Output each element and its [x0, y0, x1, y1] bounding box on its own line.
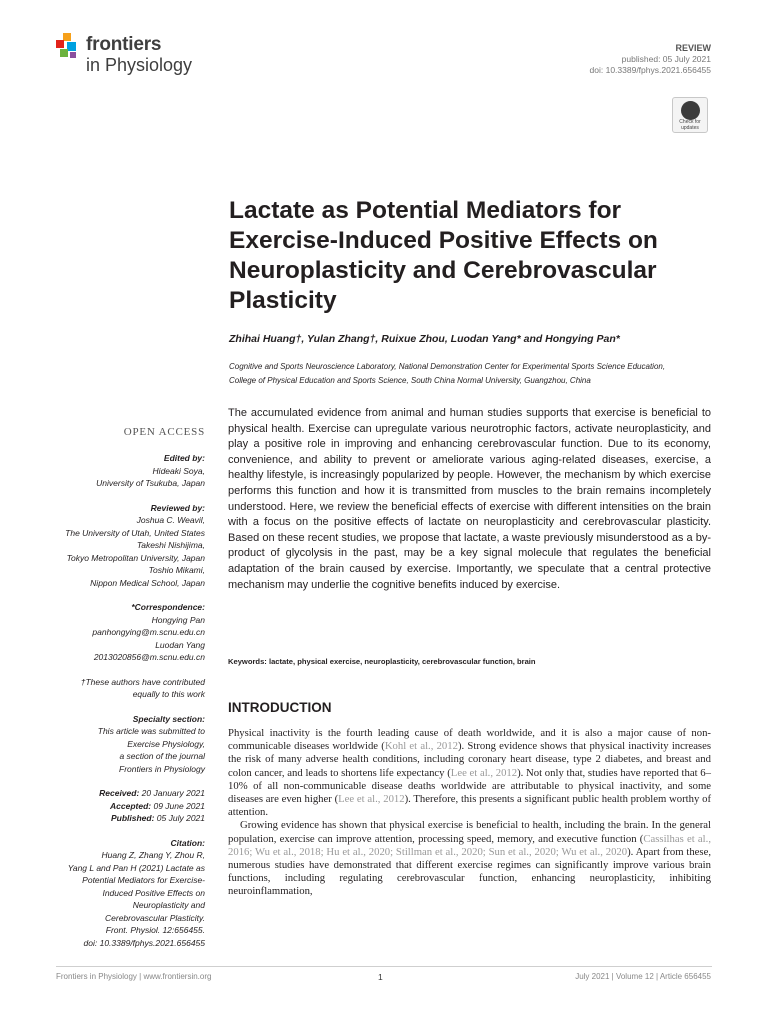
affiliation	[229, 360, 729, 387]
reviewed-by-section	[40, 502, 205, 590]
text-run: ). Strong evidence shows that physical inactivity increases the risk of many adverse health conditions, including coronary heart disease, type 2 diabetes, and breast and colon cancer, and leads to shortens life expectancy (	[228, 740, 711, 779]
affiliation-line: Cognitive and Sports Neuroscience Laboratory, National Demonstration Center for Experimental Sports Science Education,	[229, 362, 666, 371]
page-number: 1	[378, 972, 383, 982]
citation-line: Huang Z, Zhang Y, Zhou R,	[101, 850, 205, 860]
reviewer-name: Toshio Mikami,	[148, 565, 205, 575]
citation-section	[40, 837, 205, 950]
article-type: REVIEW	[675, 43, 711, 53]
edited-by-label: Edited by:	[163, 453, 205, 463]
specialty-section	[40, 713, 205, 776]
correspondent-name: Hongying Pan	[151, 614, 205, 625]
article-title: Lactate as Potential Mediators for Exercise-Induced Positive Effects on Neuroplasticity and Cerebrovascular Plasticity	[229, 197, 658, 314]
citation-link[interactable]: Kohl et al., 2012	[384, 740, 458, 753]
open-access-label: OPEN ACCESS	[123, 426, 205, 438]
logo-text-frontiers: frontiers	[86, 34, 162, 55]
paragraph	[228, 819, 711, 898]
bookmark-icon	[681, 101, 700, 120]
section-heading-introduction: INTRODUCTION	[228, 700, 332, 715]
text-run: ). Therefore, this presents a significant public health problem worthy of attention.	[228, 793, 711, 819]
correspondent-email[interactable]: panhongying@m.scnu.edu.cn	[92, 627, 205, 637]
citation-line: Potential Mediators for Exercise-	[82, 875, 205, 885]
dates-section	[40, 787, 205, 825]
article-sidebar	[40, 425, 205, 961]
citation-line: Yang L and Pan H (2021) Lactate as	[67, 862, 205, 873]
accepted-date	[40, 800, 205, 813]
published-value: 05 July 2021	[156, 813, 205, 823]
received-label: Received:	[99, 788, 140, 798]
reviewer-affiliation: Tokyo Metropolitan University, Japan	[66, 552, 205, 563]
article-meta	[590, 43, 711, 76]
correspondent-name: Luodan Yang	[155, 639, 205, 650]
introduction-body	[228, 727, 711, 899]
citation-link[interactable]: Lee et al., 2012	[338, 793, 405, 806]
reviewer-affiliation: The University of Utah, United States	[65, 527, 205, 538]
affiliation-line: College of Physical Education and Sports Science, South China Normal University, Guangzhou, China	[229, 375, 591, 385]
citation-line: Cerebrovascular Plasticity.	[105, 912, 205, 923]
citation-line: Front. Physiol. 12:656455.	[105, 925, 205, 935]
specialty-line: a section of the journal	[119, 751, 205, 761]
article-doi[interactable]: doi: 10.3389/fphys.2021.656455	[589, 65, 711, 75]
reviewer-name: Takeshi Nishijima,	[136, 540, 205, 550]
keywords	[228, 657, 711, 666]
contribution-line: equally to this work	[132, 689, 205, 699]
accepted-value: 09 June 2021	[153, 800, 205, 811]
correspondent-email[interactable]: 2013020856@m.scnu.edu.cn	[93, 652, 205, 662]
specialty-line: Frontiers in Physiology	[119, 763, 205, 774]
paragraph	[228, 727, 711, 819]
keywords-label: Keywords:	[228, 657, 267, 666]
specialty-label: Specialty section:	[132, 713, 205, 724]
published-date: published: 05 July 2021	[621, 54, 711, 64]
citation-link[interactable]: Cassilhas et al., 2016; Wu et al., 2018; Hu et al., 2020; Stillman et al., 2020; Sun et al., 2020; Wu et al., 2020	[228, 832, 711, 858]
published-label: Published:	[110, 813, 155, 823]
equal-contribution-note	[40, 676, 205, 701]
reviewed-by-label: Reviewed by:	[150, 502, 205, 513]
keywords-list: lactate, physical exercise, neuroplasticity, cerebrovascular function, brain	[268, 657, 536, 666]
footer-journal-link[interactable]: Frontiers in Physiology | www.frontiersin.org	[56, 972, 212, 981]
citation-label: Citation:	[170, 837, 205, 848]
published-date-sidebar	[40, 812, 205, 825]
journal-logo[interactable]	[56, 33, 206, 83]
specialty-line: This article was submitted to	[97, 726, 205, 736]
abstract: The accumulated evidence from animal and human studies supports that exercise is beneficial to physical health. Exercise can upregulate various neurotrophic factors, activate neuroplasticity, and play a positive role in improving and enhancing cerebrovascular function. Due to its economy, convenience, and ability to prevent or ameliorate various aging-related diseases, exercise, a healthy lifestyle, is increasingly popularized by people. However, the mechanism by which exercise performs this function and how it is transmitted from muscles to the brain remains incompletely understood. Here, we review the beneficial effects of exercise with different intensities on the brain with a focus on the positive effects of lactate on neuroplasticity and cerebrovascular plasticity. Based on these recent studies, we propose that lactate, a waste previously misunderstood as a by-product of glycolysis in the past, may be a key signal molecule that regulates the beneficial adaptation of the brain caused by exercise. Importantly, we speculate that a central protective mechanism may underlie the cognitive benefits induced by exercise.	[228, 407, 711, 591]
reviewer-name: Joshua C. Weavil,	[136, 515, 205, 525]
text-run: ). Not only that, studies have reported that 6–10% of all non-communicable disease deaths worldwide are attributable to physical inactivity, and some diseases are even higher (	[228, 766, 711, 806]
editor-affiliation: University of Tsukuba, Japan	[96, 478, 205, 488]
edited-by-section	[40, 452, 205, 490]
frontiers-logo-icon	[56, 33, 82, 59]
citation-link[interactable]: Lee et al., 2012	[450, 766, 518, 779]
citation-line: Induced Positive Effects on	[102, 887, 205, 898]
text-run: Growing evidence has shown that physical exercise is beneficial to health, including the brain. In the general population, exercise can improve attention, processing speed, memory, and executive function (	[228, 819, 711, 845]
correspondence-label: *Correspondence:	[131, 602, 205, 612]
text-run: ). Apart from these, numerous studies have demonstrated that different exercise regimes can significantly improve various brain functions, including regulating cerebrovascular function, enhancing neuroplasticity, inhibiting neuroinflammation,	[228, 845, 711, 898]
check-for-updates-button[interactable]	[672, 97, 708, 133]
reviewer-affiliation: Nippon Medical School, Japan	[90, 577, 205, 588]
citation-line: Neuroplasticity and	[132, 900, 205, 910]
contribution-line: †These authors have contributed	[80, 676, 205, 687]
specialty-line: Exercise Physiology,	[127, 738, 205, 749]
check-updates-label: Check for updates	[679, 119, 701, 131]
received-date	[40, 787, 205, 800]
text-run: Physical inactivity is the fourth leading cause of death worldwide, and it is also a major cause of non-communicable diseases worldwide (	[228, 727, 711, 753]
editor-name: Hideaki Soya,	[152, 465, 205, 476]
author-list: Zhihai Huang†, Yulan Zhang†, Ruixue Zhou, Luodan Yang* and Hongying Pan*	[229, 333, 620, 345]
footer-issue-info: July 2021 | Volume 12 | Article 656455	[575, 972, 711, 981]
received-value: 20 January 2021	[141, 788, 205, 798]
accepted-label: Accepted:	[110, 800, 152, 811]
citation-doi[interactable]: doi: 10.3389/fphys.2021.656455	[83, 937, 205, 948]
footer-divider	[56, 966, 712, 967]
logo-text-journal: in Physiology	[86, 55, 193, 75]
correspondence-section	[40, 601, 205, 664]
